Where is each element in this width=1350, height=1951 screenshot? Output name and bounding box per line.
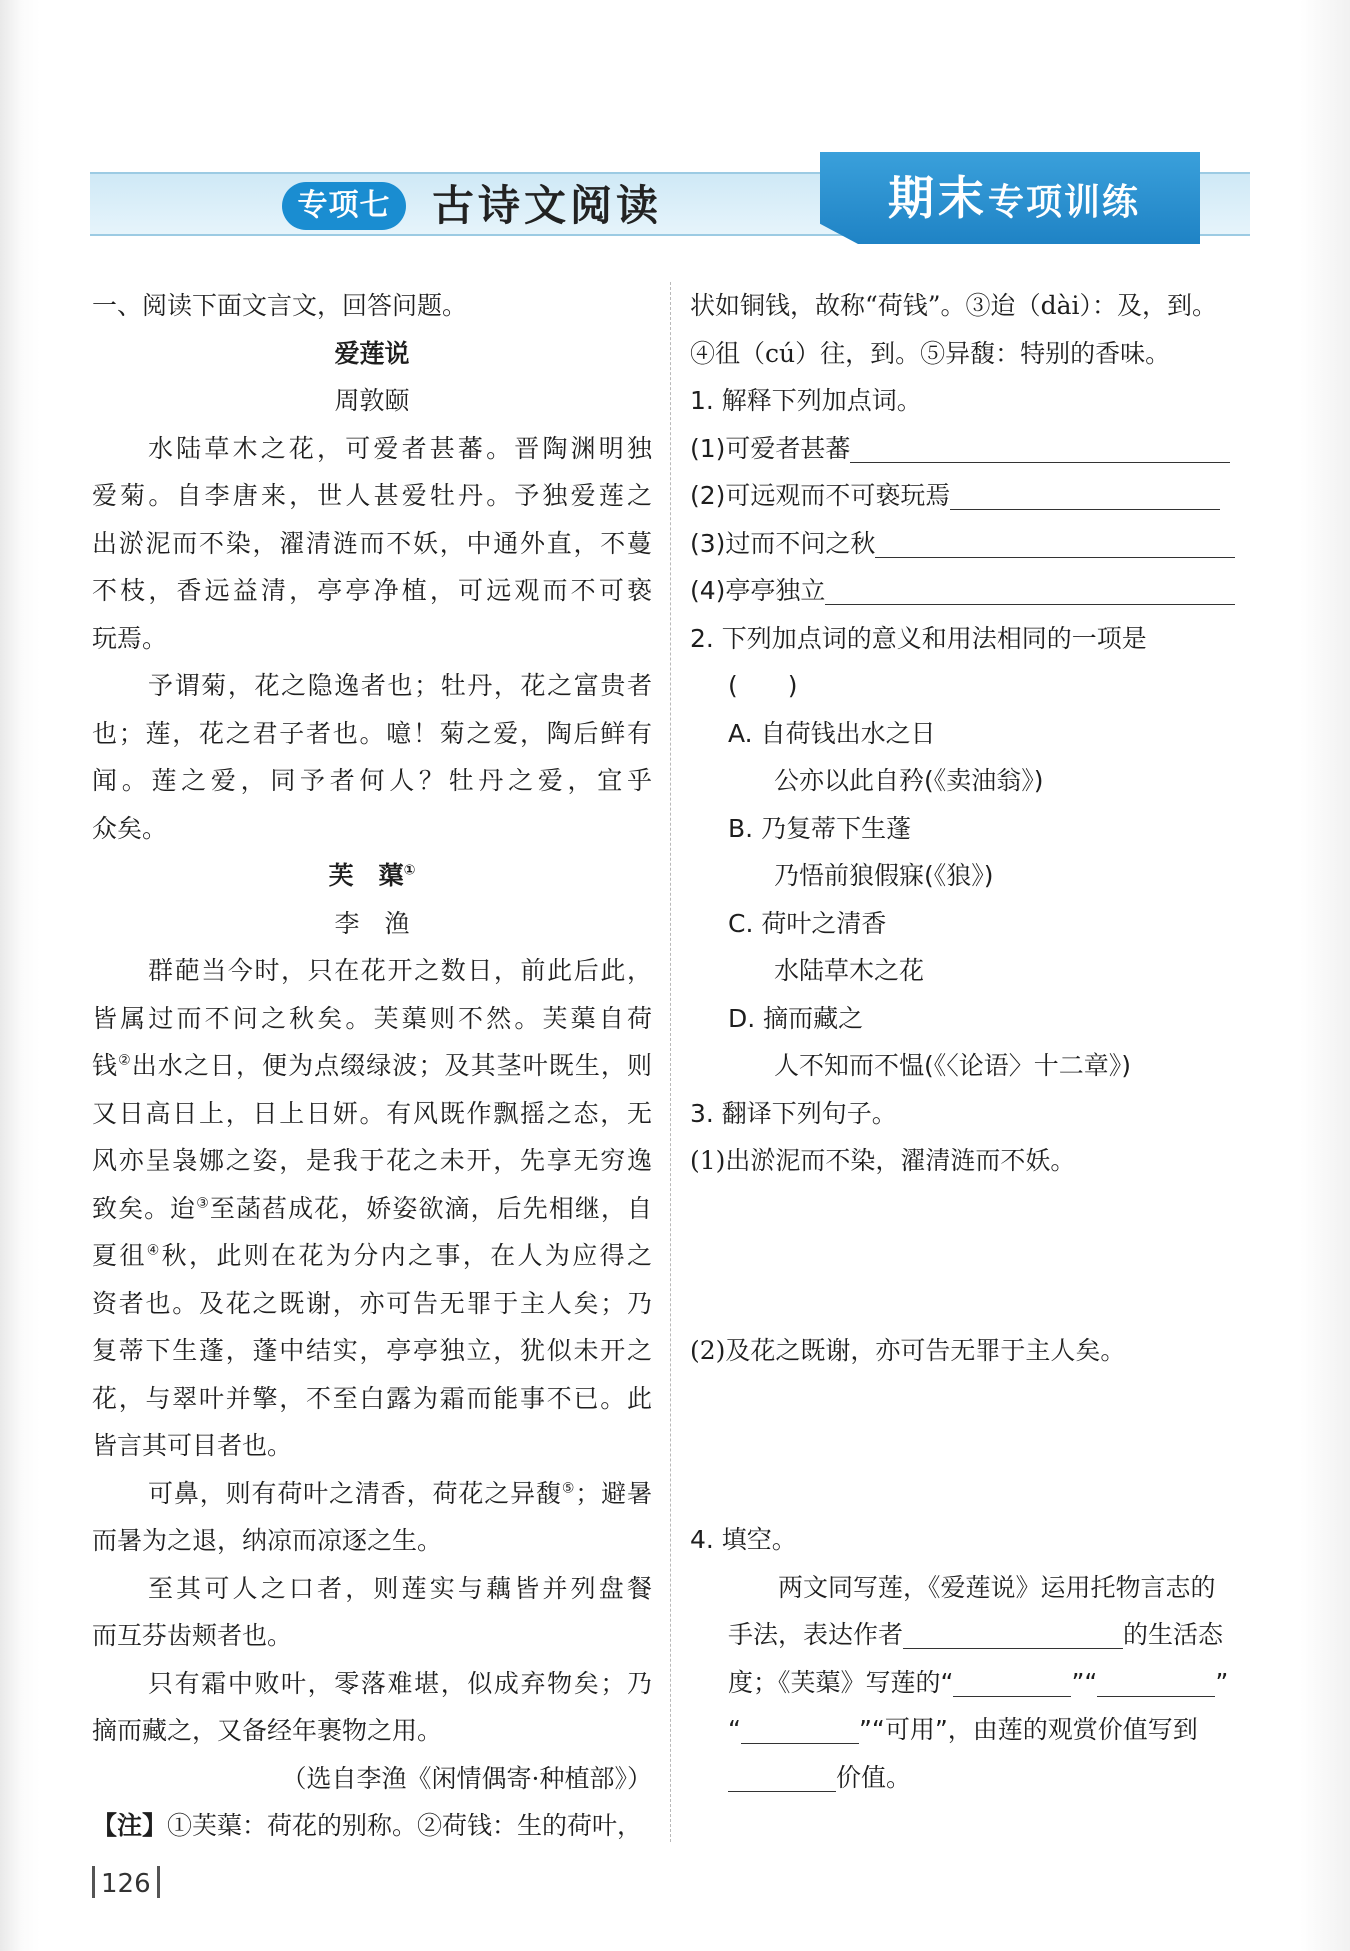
essay1-line: 不枝，香远益清，亭亭净植，可远观而不可亵 (92, 576, 652, 605)
essay1-line: 出淤泥而不染，濯清涟而不妖，中通外直，不蔓 (92, 528, 652, 558)
q2-option-d-line2: 人不知而不愠(《〈论语〉十二章》) (774, 1051, 1132, 1080)
fill-blank[interactable] (953, 1666, 1071, 1697)
fill-blank[interactable] (741, 1713, 859, 1744)
essay2-author: 李 渔 (334, 908, 410, 938)
answer-blank[interactable] (875, 527, 1235, 558)
fill-blank[interactable] (903, 1618, 1123, 1649)
text: 的生活态 (1123, 1620, 1224, 1649)
essay2-line: 只有霜中败叶，零落难堪，似成弃物矣；乃 (148, 1668, 652, 1698)
text: ”“ (1071, 1667, 1098, 1697)
q1-item-text: (2)可远观而不可亵玩焉 (690, 481, 951, 510)
essay2-line: 至其可人之口者，则莲实与藕皆并列盘餐 (148, 1573, 652, 1603)
note-continued: ④徂（cú）往，到。⑤异馥：特别的香味。 (690, 338, 1171, 368)
section-title: 古诗文阅读 (432, 181, 663, 230)
text: 致矣。迨 (92, 1193, 197, 1223)
essay2-line (92, 1185, 652, 1233)
option-text: 荷叶之清香 (761, 908, 887, 938)
essay1-line: 玩焉。 (92, 623, 168, 653)
answer-space[interactable] (690, 1374, 1258, 1516)
essay1-line: 闻。莲之爱，同予者何人？牡丹之爱，宜乎 (92, 766, 652, 795)
section-intro: 一、阅读下面文言文，回答问题。 (92, 291, 468, 320)
text: ”“可用”，由莲的观赏价值写到 (858, 1715, 1198, 1744)
text: 资者也。及花之既谢，亦可告无罪于主人矣；乃 (92, 1288, 652, 1318)
q2-option-b-line2: 乃悟前狼假寐(《狼》) (774, 861, 994, 890)
page-number-text: 126 (101, 1869, 151, 1899)
essay1-line: 爱菊。自李唐来，世人甚爱牡丹。予独爱莲之 (92, 481, 652, 510)
left-column (92, 282, 652, 1850)
right-column (690, 282, 1258, 1801)
q2-option-a[interactable] (690, 710, 1258, 758)
footnote-marker: ④ (146, 1242, 162, 1259)
option-label: B. (728, 813, 754, 843)
tab-title-big: 期末 (888, 171, 988, 225)
footnote-marker: ⑤ (561, 1480, 576, 1497)
q4-line (690, 1706, 1258, 1754)
fill-blank[interactable] (1097, 1666, 1215, 1697)
text: “ (728, 1715, 741, 1744)
essay2-line (92, 1422, 652, 1470)
essay2-line (92, 1470, 652, 1518)
q2-option-c-line2: 水陆草木之花 (774, 956, 925, 985)
q2-option-b[interactable] (690, 805, 1258, 853)
option-label: A. (728, 718, 753, 748)
text: 可鼻，则有荷叶之清香，荷花之异馥 (148, 1478, 562, 1508)
answer-space[interactable] (690, 1185, 1258, 1327)
option-text: 乃复蒂下生蓬 (761, 813, 912, 843)
q3-item-1: (1)出淤泥而不染，濯清涟而不妖。 (690, 1146, 1076, 1175)
q2-option-a-line2: 公亦以此自矜(《卖油翁》) (774, 766, 1044, 795)
essay2-line (92, 1327, 652, 1375)
essay2-line (92, 1375, 652, 1423)
essay2-line (92, 947, 652, 995)
text: ；避暑 (575, 1478, 652, 1508)
essay1-author: 周敦颐 (334, 386, 410, 415)
text: 秋，此则在花为分内之事，在人为应得之 (161, 1241, 652, 1270)
text: 花，与翠叶并擎，不至白露为霜而能事不已。此 (92, 1383, 652, 1413)
essay1-line: 水陆草木之花，可爱者甚蕃。晋陶渊明独 (148, 433, 652, 463)
page-number-bar (92, 1866, 95, 1898)
page-number (86, 1866, 166, 1899)
essay2-body (92, 947, 652, 1470)
notes (92, 1802, 652, 1850)
essay2-line: 而互芬齿颊者也。 (92, 1621, 293, 1650)
essay1-line: 众矣。 (92, 813, 168, 843)
q1-item-text: (4)亭亭独立 (690, 576, 826, 605)
text: 复蒂下生蓬，蓬中结实，亭亭独立，犹似未开之 (92, 1336, 652, 1365)
option-text: 摘而藏之 (763, 1003, 864, 1033)
essay2-line (92, 1090, 652, 1138)
q1-item (690, 520, 1258, 568)
q1-item (690, 472, 1258, 520)
text: ” (1215, 1667, 1229, 1697)
essay2-line: 而暑为之退，纳凉而凉逐之生。 (92, 1526, 443, 1555)
q1-item (690, 425, 1258, 473)
text: 手法，表达作者 (728, 1620, 904, 1649)
answer-blank[interactable] (850, 432, 1230, 463)
essay1-line: 予谓菊，花之隐逸者也；牡丹，花之富贵者 (148, 671, 652, 700)
option-label: D. (728, 1003, 756, 1033)
text: 风亦呈袅娜之姿，是我于花之未开，先享无穷逸 (92, 1146, 652, 1175)
text: 夏徂 (92, 1241, 147, 1270)
section-number-pill: 专项七 (282, 182, 406, 230)
question-1: 1. 解释下列加点词。 (690, 386, 922, 415)
essay2-line (92, 995, 652, 1043)
q1-item-text: (3)过而不问之秋 (690, 528, 876, 558)
option-text: 自荷钱出水之日 (760, 718, 936, 748)
text: 出水之日，便为点缀绿波；及其茎叶既生，则 (131, 1051, 652, 1080)
footnote-marker: ① (403, 862, 416, 879)
page-number-bar (157, 1866, 160, 1898)
text: 钱 (92, 1051, 119, 1080)
text: 又日高日上，日上日妍。有风既作飘摇之态，无 (92, 1098, 652, 1128)
essay2-title (92, 852, 652, 900)
question-3: 3. 翻译下列句子。 (690, 1098, 897, 1128)
note-continued: 状如铜钱，故称“荷钱”。③迨（dài）：及，到。 (690, 291, 1217, 320)
text: 群葩当今时，只在花开之数日，前此后此， (148, 956, 652, 985)
q2-answer-paren[interactable]: ( ) (728, 671, 798, 700)
essay2-line (92, 1280, 652, 1328)
answer-blank[interactable] (825, 574, 1235, 605)
q3-item-2: (2)及花之既谢，亦可告无罪于主人矣。 (690, 1335, 1126, 1365)
answer-blank[interactable] (950, 479, 1220, 510)
note-label: 【注】 (92, 1811, 168, 1840)
essay2-line (92, 1232, 652, 1280)
essay2-line (92, 1042, 652, 1090)
text: 价值。 (836, 1762, 912, 1792)
question-2: 2. 下列加点词的意义和用法相同的一项是 (690, 623, 1147, 653)
tab-title-small: 专项训练 (988, 182, 1141, 223)
essay1-line: 也；莲，花之君子者也。噫！菊之爱，陶后鲜有 (92, 718, 652, 748)
text: 皆言其可目者也。 (92, 1431, 293, 1460)
q4-line (690, 1754, 1258, 1802)
text: 度；《芙蕖》写莲的“ (728, 1667, 954, 1697)
essay2-title-text: 芙 蕖 (328, 861, 404, 890)
note-text: ①芙蕖：荷花的别称。②荷钱：生的荷叶， (167, 1811, 643, 1840)
text: 皆属过而不问之秋矣。芙蕖则不然。芙蕖自荷 (92, 1003, 652, 1033)
question-4: 4. 填空。 (690, 1525, 797, 1554)
column-divider (670, 282, 671, 1842)
essay2-line (92, 1137, 652, 1185)
q4-line (690, 1659, 1258, 1707)
q2-option-c[interactable] (690, 900, 1258, 948)
footnote-marker: ③ (196, 1195, 210, 1212)
header-tab-text (888, 168, 1140, 239)
q2-option-d[interactable] (690, 995, 1258, 1043)
q4-line (690, 1611, 1258, 1659)
text: 至菡萏成花，娇姿欲滴，后先相继，自 (209, 1193, 652, 1223)
essay2-line: 摘而藏之，又备经年裹物之用。 (92, 1716, 443, 1745)
fill-blank[interactable] (728, 1761, 836, 1792)
essay1-title: 爱莲说 (334, 338, 410, 368)
footnote-marker: ② (118, 1052, 132, 1069)
source-citation: （选自李渔《闲情偶寄·种植部》） (281, 1763, 652, 1793)
q1-item (690, 567, 1258, 615)
q1-item-text: (1)可爱者甚蕃 (690, 433, 851, 463)
option-label: C. (728, 908, 754, 938)
q4-line: 两文同写莲，《爱莲说》运用托物言志的 (778, 1572, 1216, 1602)
